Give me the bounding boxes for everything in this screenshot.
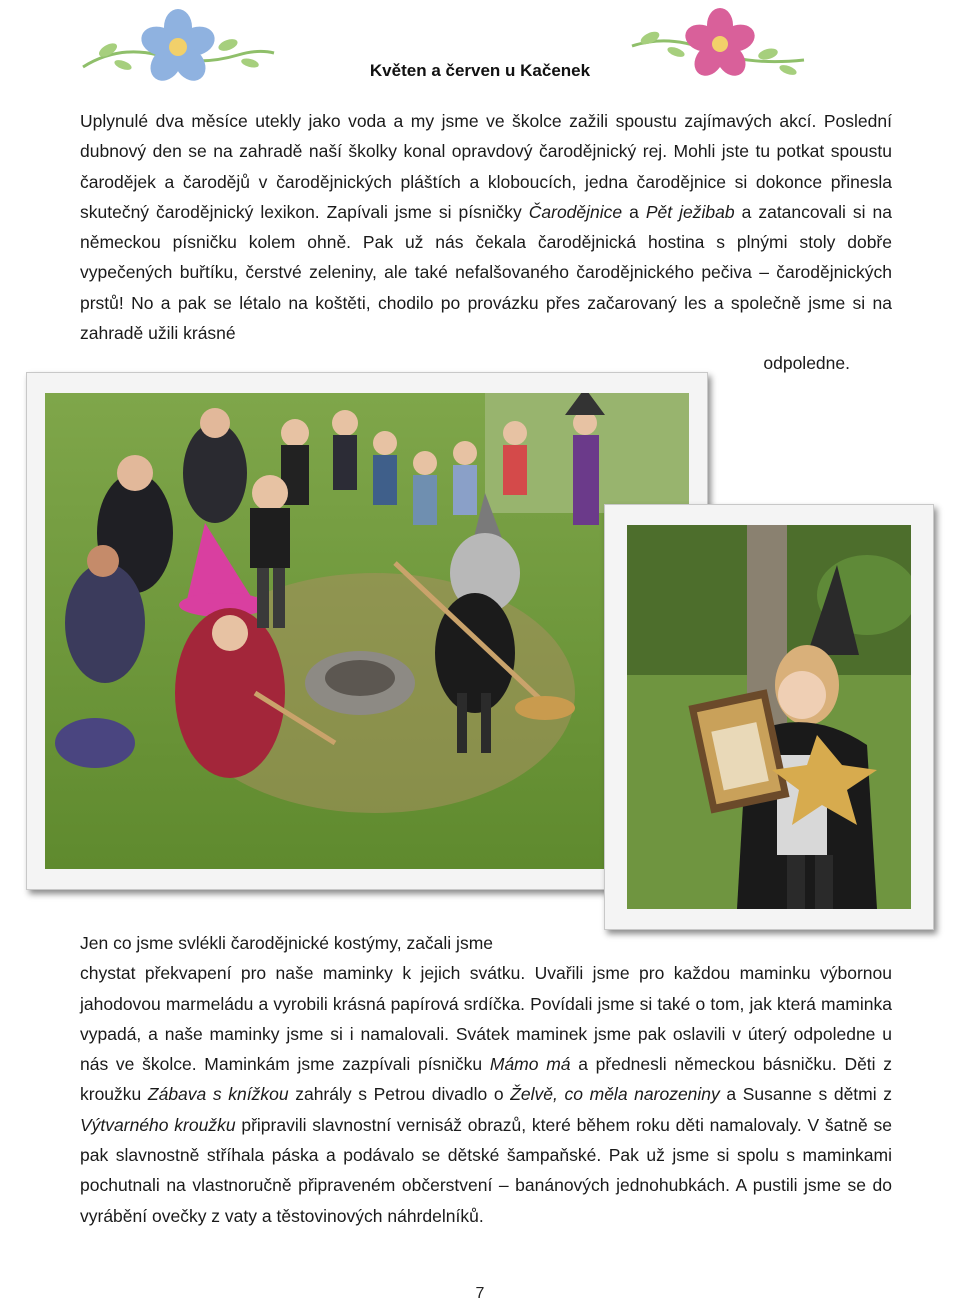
- paragraph-text: chystat překvapení pro naše maminky k jejich svátku. Uvařili jsme pro každou maminku výbornou jahodovou marmeládu a vyrobili krásná papírová srdíčka. Povídali jsme si také o tom, jak která maminka vypadá, a naše maminky jsme si i namalovali. Svátek maminek jsme pak oslavili v úterý odpoledne u nás ve školce. Maminkám jsme zazpívali písničku: [80, 963, 892, 1075]
- paragraph-text: a přednesli německou básničku. Děti z kroužku: [80, 1054, 893, 1105]
- paragraph-text: zahrály s Petrou divadlo o: [288, 1084, 511, 1105]
- song-title: Mámo má: [489, 1054, 571, 1075]
- paragraph-last-word: odpoledne.: [763, 353, 850, 374]
- paragraph-text: připravili slavnostní vernisáž obrazů, které během roku děti namalovaly. V šatně se pak slavnostně stříhala páska a podávalo se dětské šampaňské. Pak už jsme si spolu s maminkami pochutnali na vlastnoručně připraveném občerstvení – banánových jednohubkách. A pustili jsme se do vyrábění ovečky z vaty a těstovinových náhrdelníků.: [80, 1114, 892, 1226]
- flower-ornament-left: [78, 5, 278, 95]
- song-title: Čarodějnice: [528, 201, 623, 222]
- paragraph-text: Uplynulé dva měsíce utekly jako voda a my jsme ve školce zažili spoustu zajímavých akcí. Poslední dubnový den se na zahradě naší školky konal opravdový čarodějnický rej. Mohli jste tu potkat spoustu čarodějek a čarodějů v čarodějnických pláštích a kloboucích, jedna čarodějnice si dokonce přinesla skutečný čarodějnický lexikon. Zapívali jsme si písničky: [80, 111, 892, 222]
- paragraph-text: a zatancovali si na německou písničku kolem ohně. Pak už nás čekala čarodějnická hostina s plnými stoly dobře vypečených buřtíku, čerstvé zeleniny, ale také nefalšovaného čarodějnického pečiva – čarodějnických prstů! No a pak se létalo na koštěti, chodilo po provázku přes začarovaný les a společně jsme si na zahradě užili krásné: [80, 201, 892, 344]
- paragraph-text: a Susanne s dětmi z: [719, 1084, 892, 1105]
- song-title: Pět ježibab: [645, 201, 735, 222]
- club-name: Výtvarného kroužku: [80, 1114, 236, 1135]
- paragraph-first-line: Jen co jsme svlékli čarodějnické kostýmy, začali jsme: [80, 933, 494, 953]
- photo-frame-girl-lexicon: [604, 504, 934, 930]
- witch-party-photo: [45, 393, 689, 869]
- page-number: 7: [475, 1285, 485, 1302]
- girl-with-lexicon-photo: [627, 525, 911, 909]
- paragraph-mothers-day: [80, 928, 892, 1231]
- club-name: Zábava s knížkou: [147, 1084, 289, 1105]
- page-title: Květen a červen u Kačenek: [369, 61, 591, 80]
- paragraph-witch-party: [80, 106, 892, 379]
- paragraph-text: a: [622, 201, 646, 222]
- play-title: Želvě, co měla narozeniny: [510, 1084, 720, 1105]
